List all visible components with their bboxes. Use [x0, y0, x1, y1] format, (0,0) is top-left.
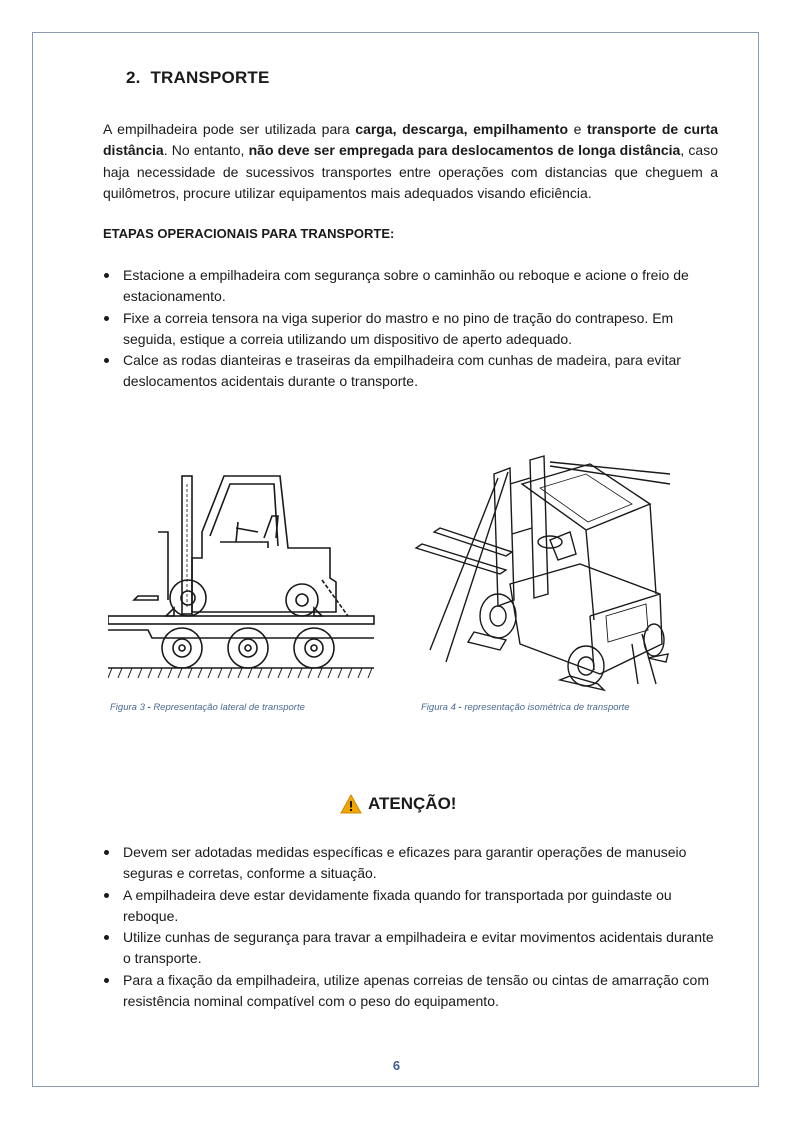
list-item: Utilize cunhas de segurança para travar a empilhadeira e evitar movimentos acidentais durante o transporte. [103, 927, 718, 970]
figure-3-sep: - [144, 702, 154, 713]
intro-bold-3: não deve ser empregada para deslocamentos de longa distância [248, 142, 681, 159]
list-item: Estacione a empilhadeira com segurança sobre o caminhão ou reboque e acione o freio de estacionamento. [103, 265, 718, 308]
intro-text-1: A empilhadeira pode ser utilizada para [103, 121, 356, 137]
list-item: A empilhadeira deve estar devidamente fixada quando for transportada por guindaste ou reboque. [103, 885, 718, 928]
steps-list [103, 265, 718, 393]
attention-heading [340, 794, 456, 814]
figure-4-sep: - [455, 702, 465, 713]
list-item: Devem ser adotadas medidas específicas e eficazes para garantir operações de manuseio seguras e corretas, conforme a situação. [103, 842, 718, 885]
section-heading [126, 68, 270, 88]
figure-3-forklift-side-view [108, 472, 376, 684]
attention-title: ATENÇÃO! [368, 794, 457, 813]
figure-4-label: Figura 4 [421, 702, 456, 713]
intro-bold-1: carga, descarga, empilhamento [355, 121, 568, 137]
intro-text-2: e [568, 121, 587, 137]
attention-list [103, 842, 718, 1012]
list-item: Fixe a correia tensora na viga superior do mastro e no pino de tração do contrapeso. Em seguida, estique a correia utilizando um dispositivo de aperto adequado. [103, 308, 718, 351]
intro-bold-2: transporte de curta distância [103, 121, 718, 159]
figure-3-text: Representação lateral de transporte [153, 702, 305, 713]
figure-4-forklift-isometric-view [410, 444, 672, 694]
list-item: Calce as rodas dianteiras e traseiras da empilhadeira com cunhas de madeira, para evitar deslocamentos acidentais durante o transporte. [103, 350, 718, 393]
figure-4-text: representação isométrica de transporte [464, 702, 630, 713]
figure-4-caption [421, 702, 630, 713]
page-number: 6 [392, 1058, 401, 1073]
intro-text-3: . No entanto, [163, 142, 249, 159]
intro-paragraph [103, 119, 718, 204]
steps-title: ETAPAS OPERACIONAIS PARA TRANSPORTE: [103, 226, 395, 241]
list-item: Para a fixação da empilhadeira, utilize apenas correias de tensão ou cintas de amarração com resistência nominal compatível com o peso do equipamento. [103, 970, 718, 1013]
section-number: 2. [126, 68, 141, 87]
section-title: TRANSPORTE [150, 68, 270, 87]
figure-3-label: Figura 3 [110, 702, 145, 713]
figure-3-caption [110, 702, 305, 713]
intro-text-4: , caso haja necessidade de sucessivos transportes entre operações com distancias que cheguem a quilômetros, procure utilizar equipamentos mais adequados visando eficiência. [103, 142, 718, 201]
warning-icon [340, 794, 362, 814]
